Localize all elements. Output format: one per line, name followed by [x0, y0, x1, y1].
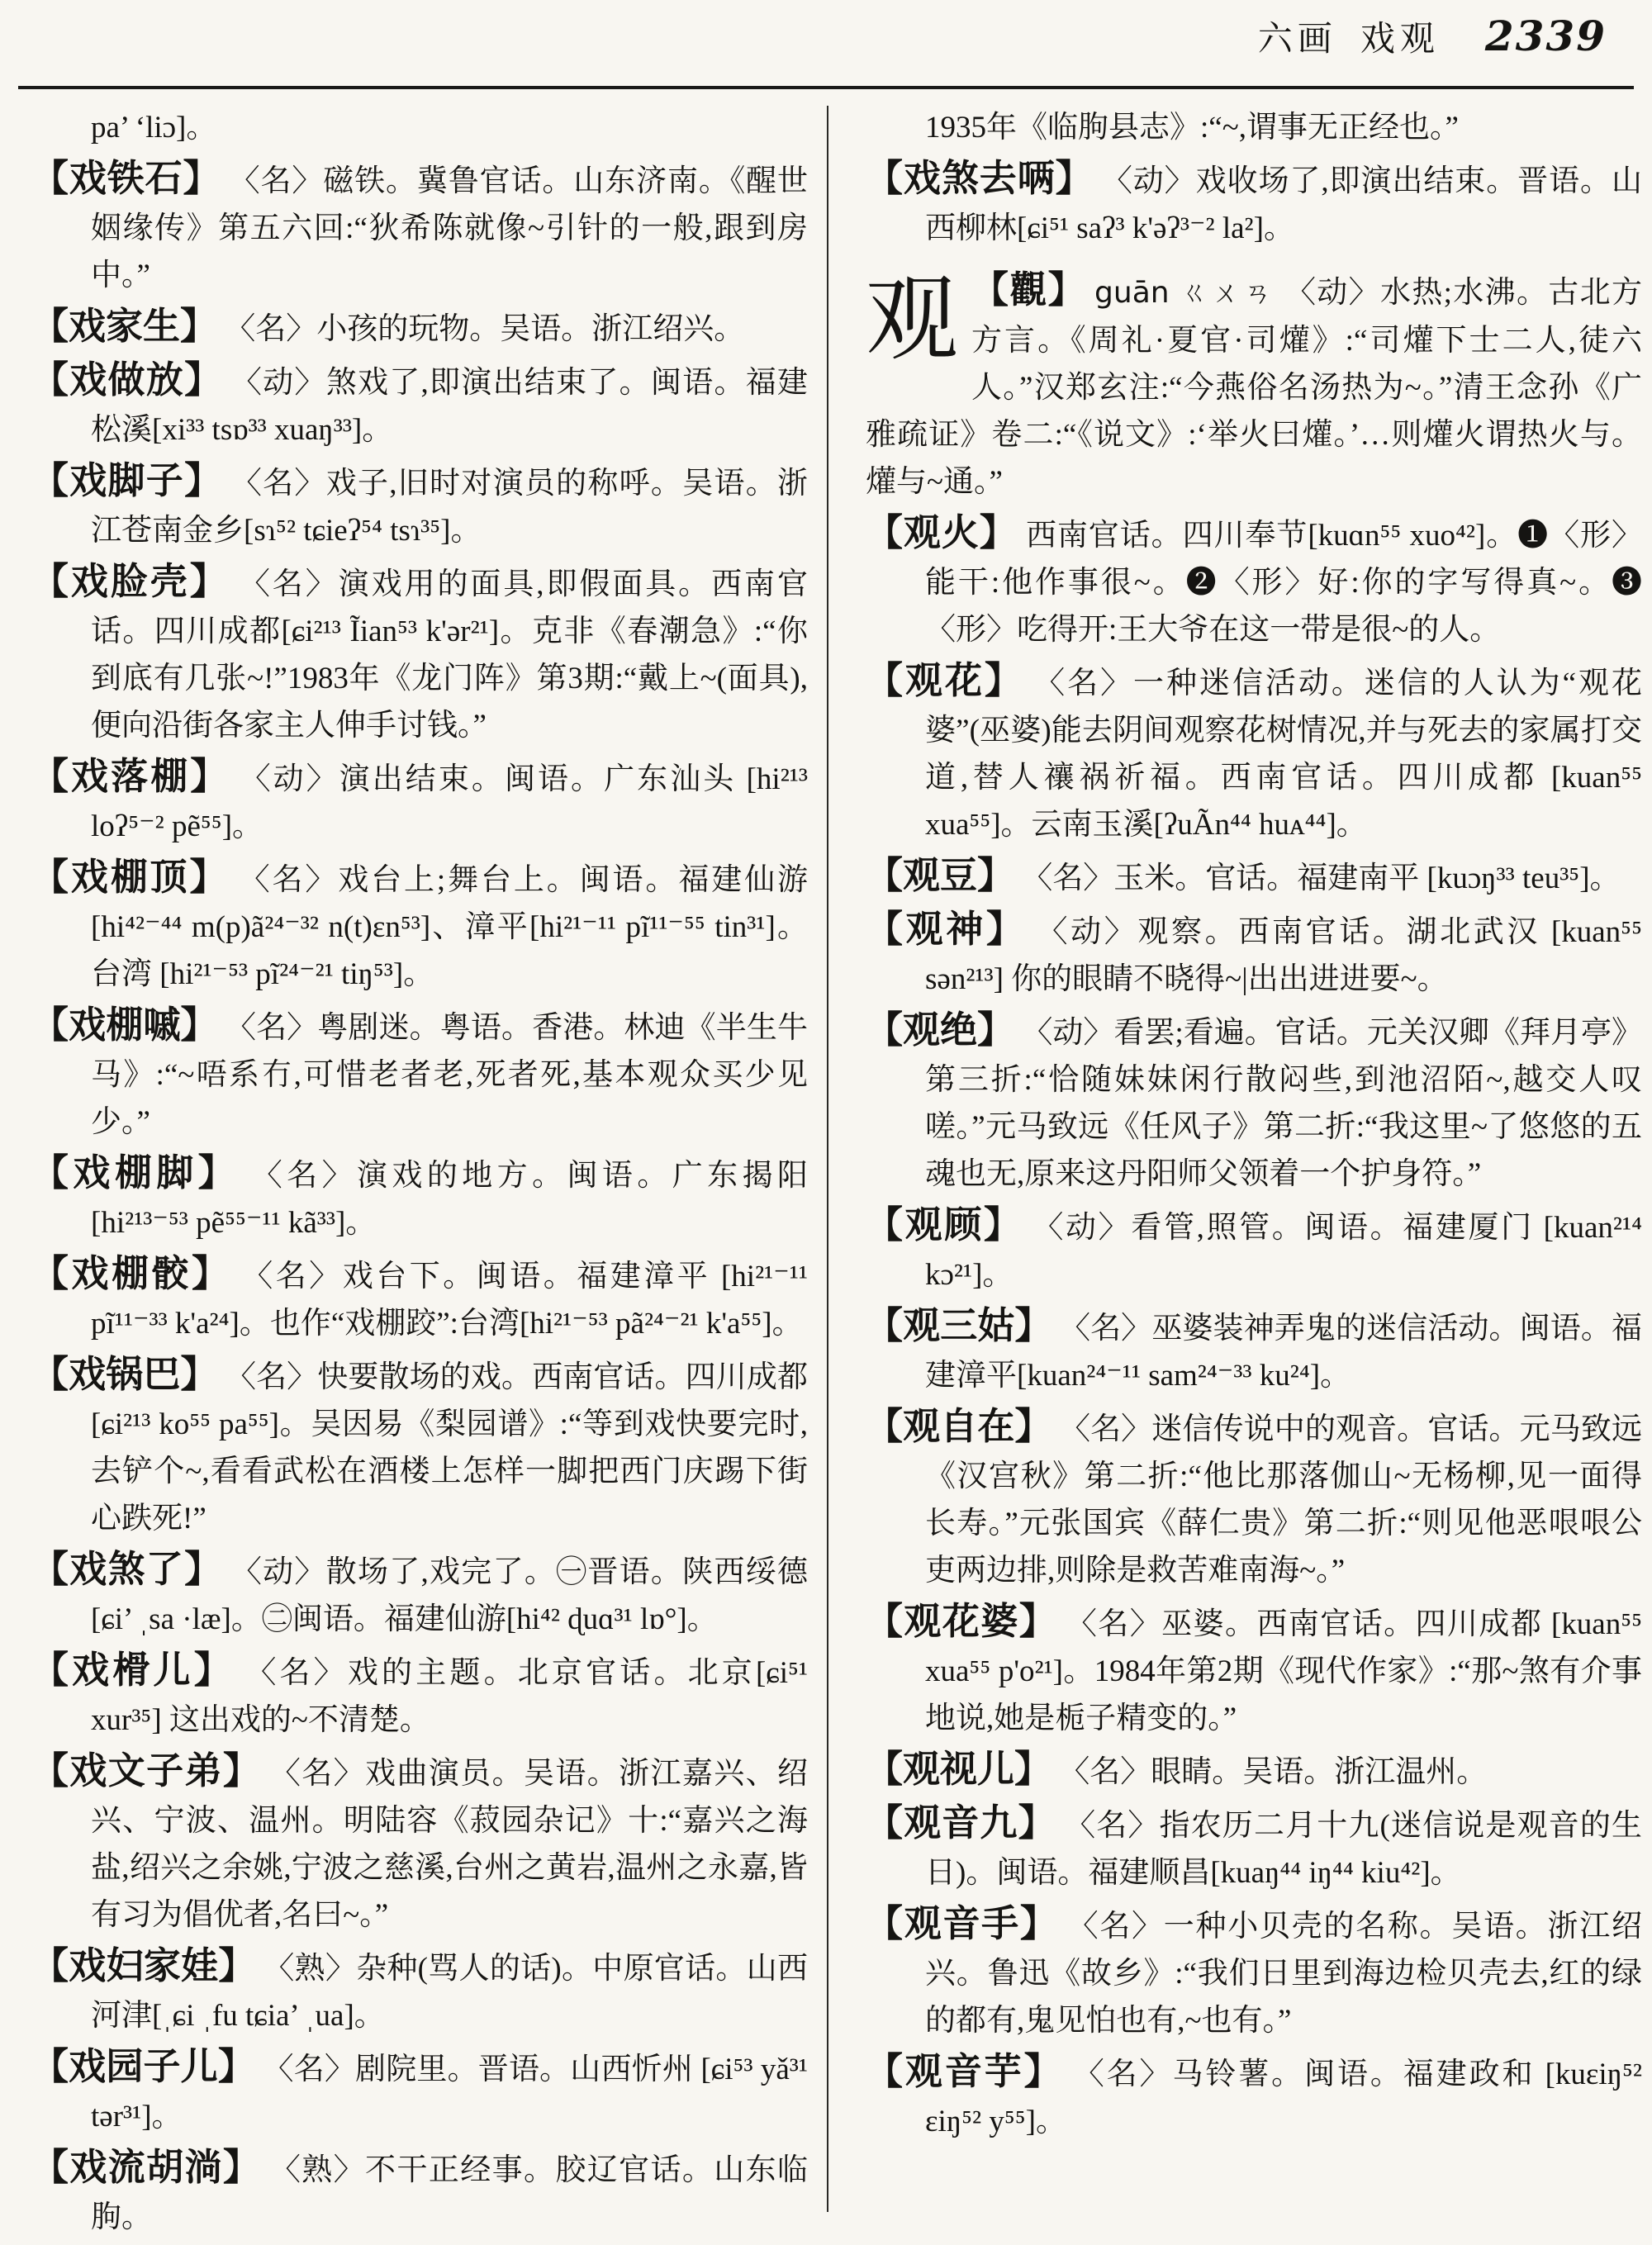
entry-body: 〈名〉演戏的地方。闽语。广东揭阳 [hi²¹³⁻⁵³ pẽ⁵⁵⁻¹¹ kã³³]。	[91, 1159, 809, 1240]
entry-headword: 【戏榾儿】	[31, 1649, 235, 1691]
entry-headword: 【戏文子弟】	[31, 1750, 262, 1792]
header-rule	[18, 86, 1634, 89]
char-head-entry	[866, 267, 1642, 505]
dict-entry	[31, 1748, 808, 1939]
dict-entry	[31, 1150, 808, 1246]
dict-entry	[31, 155, 808, 299]
section-label: 六画	[1257, 21, 1337, 59]
dict-entry	[31, 753, 808, 850]
page-number: 2339	[1484, 12, 1607, 60]
entry-body: 〈名〉演戏用的面具,即假面具。西南官话。四川成都[ɕi²¹³ Ĩian⁵³ k'ər²¹]。克非《春潮急》:“你到底有几张~!”1983年《龙门阵》第3期:“戴上~(面具),便向沿街各家主人伸手讨钱。”	[91, 567, 808, 743]
entry-body: 〈名〉迷信传说中的观音。官话。元马致远《汉宫秋》第二折:“他比那落伽山~无杨柳,见一面得长寿。”元张国宾《薛仁贵》第二折:“则见他恶哏哏公吏两边排,则除是救苦难南海~。”	[925, 1412, 1643, 1588]
entry-body: 〈动〉戏收场了,即演出结束。晋语。山西柳林[ɕi⁵¹ saʔ³ k'əʔ³⁻² la²]。	[925, 164, 1642, 245]
dict-entry	[866, 1800, 1642, 1896]
entry-body: 〈名〉一种小贝壳的名称。吴语。浙江绍兴。鲁迅《故乡》:“我们日里到海边检贝壳去,红的绿的都有,鬼见怕也有,~也有。”	[925, 1910, 1642, 2038]
entry-body: 〈名〉巫婆装神弄鬼的迷信活动。闽语。福建漳平[kuan²⁴⁻¹¹ sam²⁴⁻³³ ku²⁴]。	[925, 1312, 1643, 1393]
entry-headword: 【戏煞去唡】	[866, 158, 1094, 199]
entry-body: 〈动〉看罢;看遍。官话。元关汉卿《拜月亭》第三折:“恰随妹妹闲行散闷些,到池沼陌~,越交人叹嗟。”元马致远《任风子》第二折:“我这里~了悠悠的五魂也无,原来这丹阳师父领着一个护身符。”	[925, 1016, 1643, 1191]
dict-entry	[866, 852, 1642, 902]
entry-body: 〈名〉戏的主题。北京官话。北京[ɕi⁵¹ xur³⁵] 这出戏的~不清楚。	[91, 1656, 808, 1737]
entry-headword: 【戏煞了】	[31, 1549, 223, 1590]
dict-entry	[866, 1901, 1642, 2044]
entry-headword: 【戏妇家娃】	[31, 1945, 256, 1986]
zhuyin: ㄍㄨㄢ	[1179, 278, 1275, 309]
entry-body: 〈名〉戏子,旧时对演员的称呼。吴语。浙江苍南金乡[sɿ⁵² tɕieʔ⁵⁴ tsɿ³⁵]。	[91, 467, 809, 548]
entry-headword: 【观花】	[866, 660, 1024, 701]
dictionary-content	[31, 104, 1642, 2245]
entry-headword: 【戏家生】	[31, 306, 218, 347]
entry-body: 〈名〉指农历二月十九(迷信说是观音的生日)。闽语。福建顺昌[kuaŋ⁴⁴ iŋ⁴⁴ kiu⁴²]。	[925, 1809, 1642, 1890]
entry-headword: 【观顾】	[866, 1204, 1023, 1246]
entry-headword: 【戏棚嘁】	[31, 1004, 218, 1046]
entry-body: 〈动〉煞戏了,即演出结束了。闽语。福建松溪[xi³³ tsɒ³³ xuaŋ³³]。	[91, 366, 809, 447]
dict-entry	[31, 303, 808, 353]
right-column	[866, 104, 1642, 2245]
entry-body: 〈名〉玉米。官话。福建南平 [kuɔŋ³³ teu³⁵]。	[1022, 861, 1621, 895]
entry-headword: 【观音手】	[866, 1903, 1059, 1944]
dict-entry	[31, 1943, 808, 2039]
entry-body: pa’ ‘liɔ]。	[91, 111, 217, 145]
dict-entry	[866, 657, 1642, 848]
dict-entry	[31, 1647, 808, 1744]
entry-body: 〈动〉演出结束。闽语。广东汕头 [hi²¹³ loʔ⁵⁻² pẽ⁵⁵]。	[91, 762, 808, 843]
entry-body: 〈名〉粤剧迷。粤语。香港。林迪《半生牛马》:“~唔系冇,可惜老者老,死者死,基本观众买少见少。”	[91, 1011, 809, 1139]
entry-headword: 【戏园子儿】	[31, 2046, 256, 2087]
entry-headword: 【观三姑】	[866, 1305, 1052, 1346]
dict-entry	[866, 1303, 1642, 1399]
entry-headword: 【戏铁石】	[31, 158, 221, 199]
entry-headword: 【戏棚骹】	[31, 1253, 232, 1294]
entry-headword: 【观绝】	[866, 1009, 1015, 1051]
dict-entry	[31, 458, 808, 554]
entry-continuation	[866, 104, 1642, 151]
entry-body: 〈名〉剧院里。晋语。山西忻州 [ɕi⁵³ yǎ³¹ tər³¹]。	[91, 2053, 808, 2133]
entry-body: 〈名〉戏台上;舞台上。闽语。福建仙游[hi⁴²⁻⁴⁴ m(p)ã²⁴⁻³² n(t)ɛn⁵³]、漳平[hi²¹⁻¹¹ pĩ¹¹⁻⁵⁵ tin³¹]。台湾 [hi²¹⁻⁵³ pĩ²⁴⁻²¹ tiŋ⁵³]。	[91, 863, 808, 991]
entry-headword: 【观花婆】	[866, 1601, 1058, 1642]
entry-headword: 【戏做放】	[31, 359, 223, 401]
pinyin: guān	[1094, 276, 1170, 310]
entry-headword: 【戏脚子】	[31, 460, 223, 501]
dict-entry	[866, 906, 1642, 1003]
entry-headword: 【戏落棚】	[31, 756, 230, 797]
entry-body: 〈名〉眼睛。吴语。浙江温州。	[1059, 1755, 1488, 1789]
entry-body: 〈名〉一种迷信活动。迷信的人认为“观花婆”(巫婆)能去阴间观察花树情况,并与死去的家属打交道,替人禳祸祈福。西南官话。四川成都 [kuan⁵⁵ xua⁵⁵]。云南玉溪[ʔuÃn⁴⁴ huᴀ⁴⁴]。	[925, 667, 1643, 842]
dict-entry	[866, 2048, 1642, 2145]
entry-body: 〈名〉马铃薯。闽语。福建政和 [kuɛiŋ⁵² ɛiŋ⁵² y⁵⁵]。	[925, 2058, 1643, 2138]
entry-headword: 【戏脸壳】	[31, 561, 230, 602]
traditional-form: 【觀】	[971, 269, 1087, 311]
dict-entry	[31, 2043, 808, 2140]
entry-headword: 【观火】	[866, 512, 1018, 553]
entry-body: 〈名〉戏台下。闽语。福建漳平 [hi²¹⁻¹¹ pĩ¹¹⁻³³ k'a²⁴]。也作“戏棚跤”:台湾[hi²¹⁻⁵³ pã²⁴⁻²¹ k'a⁵⁵]。	[91, 1260, 808, 1341]
entry-body: 〈熟〉不干正经事。胶辽官话。山东临朐。	[91, 2153, 808, 2234]
entry-headword: 【观视儿】	[866, 1749, 1052, 1790]
entry-body: 〈名〉巫婆。西南官话。四川成都 [kuan⁵⁵ xua⁵⁵ p'o²¹]。1984年第2期《现代作家》:“那~煞有介事地说,她是栀子精变的。”	[925, 1607, 1642, 1735]
dict-entry	[866, 510, 1642, 653]
dict-entry	[31, 558, 808, 749]
entry-body: 1935年《临朐县志》:“~,谓事无正经也。”	[925, 111, 1459, 145]
entry-body: 西南官话。四川奉节[kuɑn⁵⁵ xuo⁴²]。❶〈形〉能干:他作事很~。❷〈形〉好:你的字写得真~。❸〈形〉吃得开:王大爷在这一带是很~的人。	[925, 519, 1642, 647]
entry-headword: 【观音芋】	[866, 2051, 1064, 2092]
page-header	[1258, 12, 1607, 61]
entry-headword: 【戏锅巴】	[31, 1354, 218, 1395]
dict-entry	[31, 854, 808, 998]
entry-body: 〈名〉小孩的玩物。吴语。浙江绍兴。	[225, 312, 745, 346]
headword-range: 戏观	[1360, 21, 1440, 59]
entry-body: 〈动〉观察。西南官话。湖北武汉 [kuan⁵⁵ sən²¹³] 你的眼睛不晓得~|出出进进要~。	[925, 915, 1642, 996]
entry-body: 〈名〉磁铁。冀鲁官话。山东济南。《醒世姻缘传》第五六回:“狄希陈就像~引针的一般,跟到房中。”	[91, 164, 809, 292]
dict-entry	[866, 155, 1642, 252]
dict-entry	[866, 1007, 1642, 1198]
entry-headword: 【观音九】	[866, 1802, 1056, 1844]
dict-entry	[31, 1251, 808, 1347]
entry-headword: 【观豆】	[866, 855, 1015, 896]
dict-entry	[866, 1598, 1642, 1742]
dict-entry	[31, 1351, 808, 1542]
left-column	[31, 104, 808, 2245]
dict-entry	[31, 1546, 808, 1643]
entry-headword: 【戏流胡淌】	[31, 2147, 262, 2188]
entry-body: 〈动〉水热;水沸。古北方方言。《周礼·夏官·司爟》:“司爟下士二人,徒六人。”汉郑玄注:“今燕俗名汤热为~。”清王念孙《广雅疏证》卷二:“《说文》:‘举火曰爟。’…则爟火谓热火与。爟与~通。”	[866, 276, 1642, 499]
entry-body: 〈名〉快要散场的戏。西南官话。四川成都[ɕi²¹³ ko⁵⁵ pa⁵⁵]。吴因易《梨园谱》:“等到戏快要完时,去铲个~,看看武松在酒楼上怎样一脚把西门庆踢下街心跌死!”	[91, 1360, 809, 1535]
dict-entry	[31, 2144, 808, 2241]
dict-entry	[866, 1746, 1642, 1796]
entry-body: 〈动〉看管,照管。闽语。福建厦门 [kuan²¹⁴ kɔ²¹]。	[925, 1211, 1642, 1292]
dict-entry	[866, 1202, 1642, 1298]
entry-headword: 【观神】	[866, 909, 1027, 950]
entry-headword: 【戏棚脚】	[31, 1152, 240, 1194]
dict-entry	[866, 1403, 1642, 1594]
entry-headword: 【戏棚顶】	[31, 857, 230, 898]
entry-headword: 【观自在】	[866, 1406, 1052, 1447]
dict-entry	[31, 1002, 808, 1146]
head-character: 观	[866, 269, 958, 372]
entry-body: 〈动〉散场了,戏完了。㊀晋语。陕西绥德[ɕi’ ˌsa ·læ]。㊁闽语。福建仙游[hi⁴² ɖuɑ³¹ lɒ°]。	[91, 1555, 809, 1636]
entry-body: 〈名〉戏曲演员。吴语。浙江嘉兴、绍兴、宁波、温州。明陆容《菽园杂记》十:“嘉兴之海盐,绍兴之余姚,宁波之慈溪,台州之黄岩,温州之永嘉,皆有习为倡优者,名曰~。”	[91, 1757, 808, 1932]
entry-continuation	[31, 104, 808, 151]
dict-entry	[31, 357, 808, 453]
entry-body: 〈熟〉杂种(骂人的话)。中原官话。山西河津[ˌɕi ˌfu tɕia’ ˌua]。	[91, 1952, 808, 2033]
